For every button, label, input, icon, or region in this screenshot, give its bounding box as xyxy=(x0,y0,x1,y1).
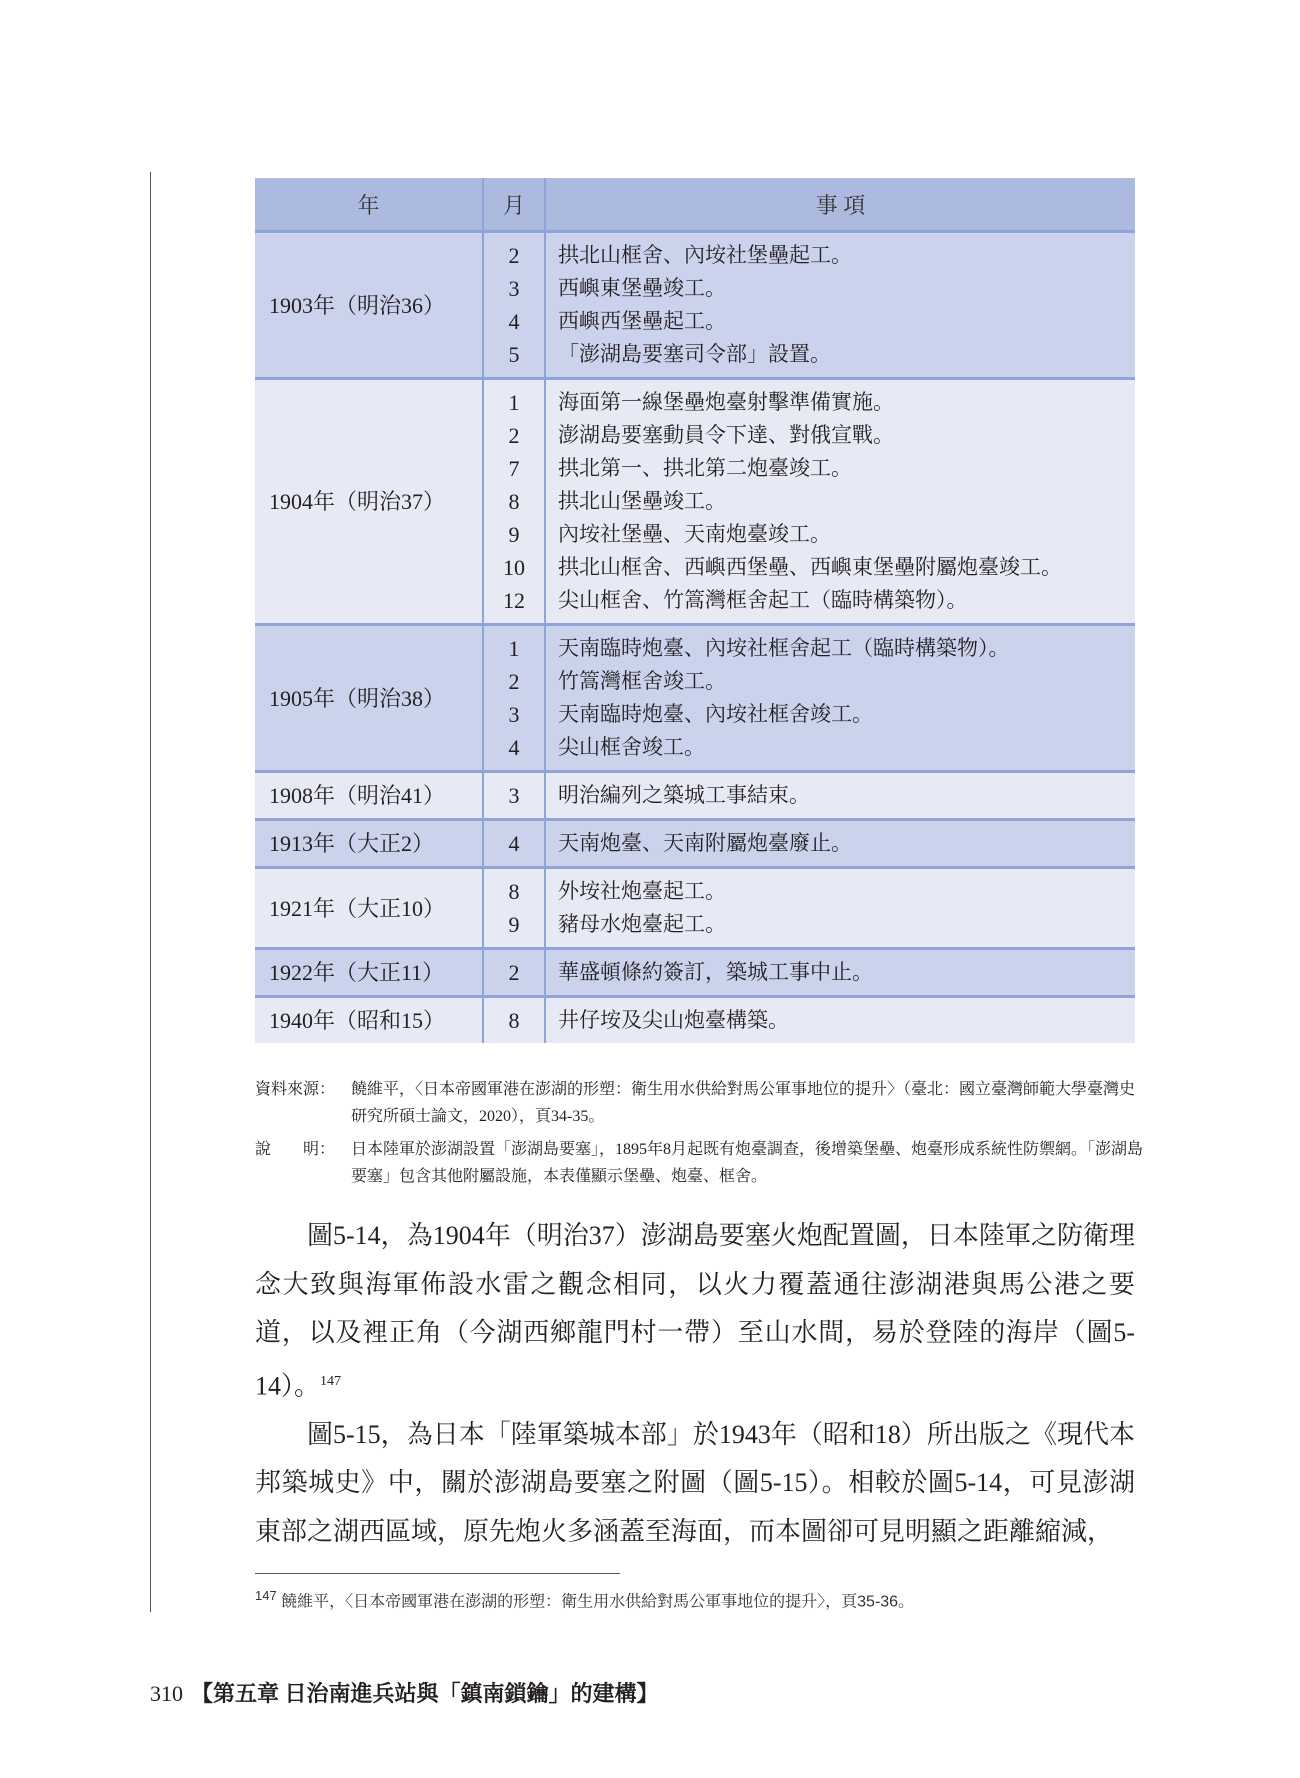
page-footer xyxy=(150,1677,659,1708)
month-value: 2 xyxy=(508,423,520,448)
events-cell xyxy=(545,820,1135,868)
event-item: 天南炮臺、天南附屬炮臺廢止。 xyxy=(558,831,852,855)
month-cell xyxy=(483,625,545,772)
event-item: 「澎湖島要塞司令部」設置。 xyxy=(558,342,831,366)
paragraph-text: 圖5-14，為1904年（明治37）澎湖島要塞火炮配置圖，日本陸軍之防衛理念大致與海軍佈設水雷之觀念相同，以火力覆蓋通往澎湖港與馬公港之要道，以及裡正角（今湖西鄉龍門村一帶）至山水間，易於登陸的海岸（圖5-14）。 xyxy=(255,1221,1135,1401)
table-header-row xyxy=(255,178,1135,232)
event-item: 拱北山堡壘竣工。 xyxy=(558,489,726,513)
table-notes xyxy=(255,1076,1145,1196)
month-value: 9 xyxy=(508,522,520,547)
event-item: 拱北山框舍、內垵社堡壘起工。 xyxy=(558,243,852,267)
table-row xyxy=(255,232,1135,379)
month-value: 7 xyxy=(508,456,520,481)
month-cell xyxy=(483,379,545,625)
table-row xyxy=(255,625,1135,772)
year-cell: 1940年（昭和15） xyxy=(255,997,483,1044)
table-row xyxy=(255,820,1135,868)
footnote-number: 147 xyxy=(255,1588,277,1603)
month-value: 9 xyxy=(508,912,520,937)
month-cell xyxy=(483,820,545,868)
event-item: 尖山框舍竣工。 xyxy=(558,735,705,759)
event-item: 拱北山框舍、西嶼西堡壘、西嶼東堡壘附屬炮臺竣工。 xyxy=(558,555,1062,579)
month-value: 1 xyxy=(508,390,520,415)
event-item: 海面第一線堡壘炮臺射擊準備實施。 xyxy=(558,390,894,414)
event-item: 明治編列之築城工事結束。 xyxy=(558,783,810,807)
month-value: 3 xyxy=(508,783,520,808)
events-cell xyxy=(545,868,1135,949)
explanation-text: 日本陸軍於澎湖設置「澎湖島要塞」，1895年8月起既有炮臺調查，後增築堡壘、炮臺形成系統性防禦網。「澎湖島要塞」包含其他附屬設施，本表僅顯示堡壘、炮臺、框舍。 xyxy=(351,1141,1144,1185)
table-row xyxy=(255,772,1135,820)
month-value: 3 xyxy=(508,702,520,727)
month-value: 1 xyxy=(508,636,520,661)
year-cell: 1905年（明治38） xyxy=(255,625,483,772)
month-cell xyxy=(483,772,545,820)
event-item: 華盛頓條約簽訂，築城工事中止。 xyxy=(558,960,873,984)
table-row xyxy=(255,997,1135,1044)
year-cell: 1913年（大正2） xyxy=(255,820,483,868)
event-item: 西嶼東堡壘竣工。 xyxy=(558,276,726,300)
events-cell xyxy=(545,772,1135,820)
month-value: 2 xyxy=(508,960,520,985)
footnote xyxy=(255,1588,914,1611)
month-value: 8 xyxy=(508,1008,520,1033)
month-value: 5 xyxy=(508,342,520,367)
header-year: 年 xyxy=(255,178,483,232)
chapter-title: 【第五章 日治南進兵站與「鎮南鎖鑰」的建構】 xyxy=(191,1681,659,1706)
footnote-ref[interactable]: 147 xyxy=(320,1373,342,1389)
header-events: 事 項 xyxy=(545,178,1135,232)
paragraph: 圖5-15，為日本「陸軍築城本部」於1943年（昭和18）所出版之《現代本邦築城史》中，關於澎湖島要塞之附圖（圖5-15）。相較於圖5-14，可見澎湖東部之湖西區域，原先炮火多涵蓋至海面，而本圖卻可見明顯之距離縮減， xyxy=(255,1419,1135,1546)
month-value: 12 xyxy=(503,588,525,613)
month-value: 2 xyxy=(508,243,520,268)
table-row xyxy=(255,868,1135,949)
year-cell: 1922年（大正11） xyxy=(255,949,483,997)
month-cell xyxy=(483,997,545,1044)
source-label: 資料來源： xyxy=(255,1081,336,1098)
year-cell: 1904年（明治37） xyxy=(255,379,483,625)
event-item: 內垵社堡壘、天南炮臺竣工。 xyxy=(558,522,831,546)
footnote-text: 饒維平，〈日本帝國軍港在澎湖的形塑：衛生用水供給對馬公軍事地位的提升〉，頁35-36。 xyxy=(281,1593,915,1611)
event-item: 尖山框舍、竹篙灣框舍起工（臨時構築物）。 xyxy=(558,588,968,612)
year-cell: 1921年（大正10） xyxy=(255,868,483,949)
page-number: 310 xyxy=(150,1681,183,1706)
event-item: 澎湖島要塞動員令下達、對俄宣戰。 xyxy=(558,423,894,447)
month-value: 8 xyxy=(508,489,520,514)
event-item: 拱北第一、拱北第二炮臺竣工。 xyxy=(558,456,852,480)
paragraph xyxy=(255,1212,1135,1411)
month-value: 4 xyxy=(508,735,520,760)
events-cell xyxy=(545,949,1135,997)
event-item: 天南臨時炮臺、內垵社框舍竣工。 xyxy=(558,702,873,726)
events-cell xyxy=(545,997,1135,1044)
month-value: 10 xyxy=(503,555,525,580)
table-row xyxy=(255,379,1135,625)
margin-rule xyxy=(150,172,151,1612)
source-note xyxy=(255,1076,1145,1130)
event-item: 豬母水炮臺起工。 xyxy=(558,912,726,936)
event-item: 井仔垵及尖山炮臺構築。 xyxy=(558,1008,789,1032)
year-cell: 1908年（明治41） xyxy=(255,772,483,820)
month-value: 4 xyxy=(508,831,520,856)
chronology-table xyxy=(255,178,1135,1043)
events-cell xyxy=(545,625,1135,772)
explanation-note xyxy=(255,1136,1145,1190)
event-item: 外垵社炮臺起工。 xyxy=(558,879,726,903)
month-value: 8 xyxy=(508,879,520,904)
header-month: 月 xyxy=(483,178,545,232)
month-value: 3 xyxy=(508,276,520,301)
footnote-divider xyxy=(255,1573,620,1574)
event-item: 天南臨時炮臺、內垵社框舍起工（臨時構築物）。 xyxy=(558,636,1010,660)
month-value: 4 xyxy=(508,309,520,334)
event-item: 西嶼西堡壘起工。 xyxy=(558,309,726,333)
month-cell xyxy=(483,232,545,379)
events-cell xyxy=(545,379,1135,625)
table-row xyxy=(255,949,1135,997)
year-cell: 1903年（明治36） xyxy=(255,232,483,379)
month-value: 2 xyxy=(508,669,520,694)
month-cell xyxy=(483,949,545,997)
events-cell xyxy=(545,232,1135,379)
source-text: 饒維平，〈日本帝國軍港在澎湖的形塑：衛生用水供給對馬公軍事地位的提升〉（臺北：國立臺灣師範大學臺灣史研究所碩士論文，2020），頁34-35。 xyxy=(351,1081,1136,1125)
event-item: 竹篙灣框舍竣工。 xyxy=(558,669,726,693)
body-text xyxy=(255,1212,1135,1556)
month-cell xyxy=(483,868,545,949)
explanation-label: 說 明： xyxy=(255,1141,336,1158)
